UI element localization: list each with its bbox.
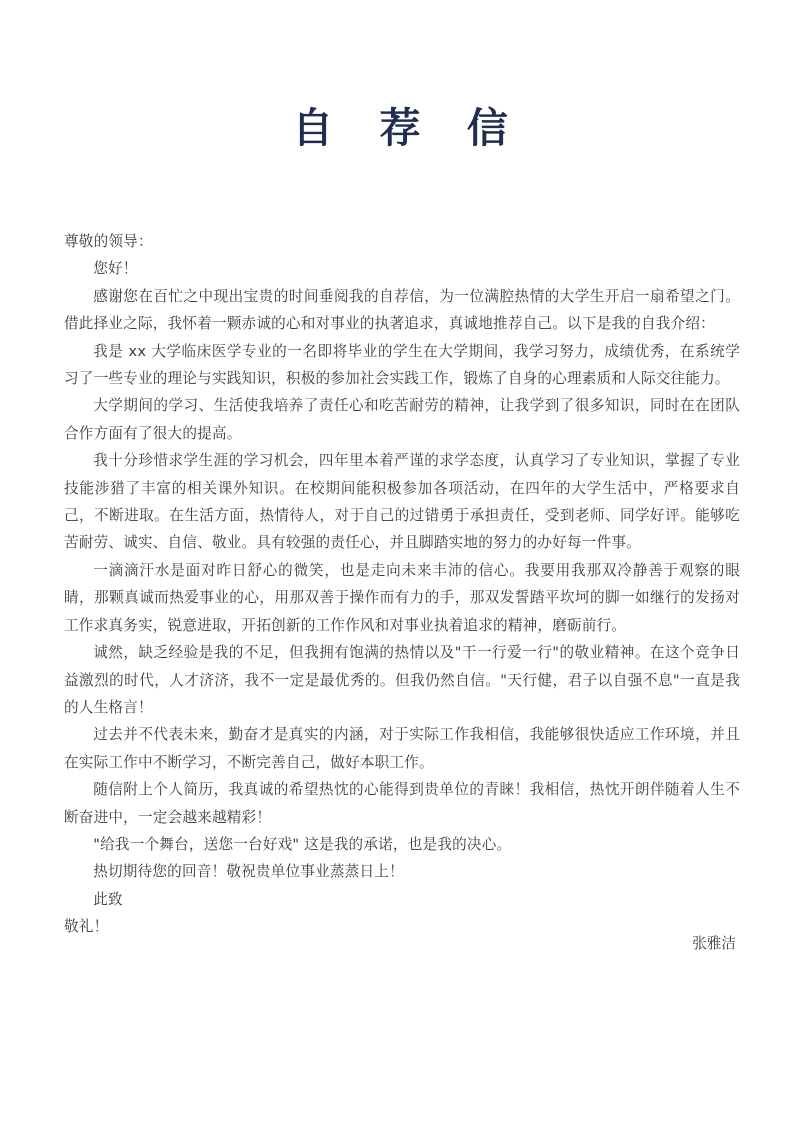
page-title: 自 荐 信: [292, 104, 524, 152]
paragraph-7: 过去并不代表未来，勤奋才是真实的内涵，对于实际工作我相信，我能够很快适应工作环境，并且在实际工作中不断学习，不断完善自己，做好本职工作。: [64, 726, 740, 771]
paragraph-3: 大学期间的学习、生活使我培养了责任心和吃苦耐劳的精神，让我学到了很多知识，同时在在团队合作方面有了很大的提高。: [64, 397, 740, 442]
paragraph-5: 一滴滴汗水是面对昨日舒心的微笑，也是走向未来丰沛的信心。我要用我那双冷静善于观察的眼睛，那颗真诚而热爱事业的心，用那双善于操作而有力的手，那双发誓踏平坎坷的脚一如继行的发扬对工作求真务实，锐意进取，开拓创新的工作作风和对事业执着追求的精神，磨砺前行。: [64, 561, 740, 634]
paragraph-9: "给我一个舞台，送您一台好戏" 这是我的承诺，也是我的决心。: [93, 835, 512, 853]
paragraph-10: 热切期待您的回音！敬祝贵单位事业蒸蒸日上！: [93, 863, 404, 881]
closing-jing-li: 敬礼！: [64, 918, 109, 936]
paragraph-1: 感谢您在百忙之中现出宝贵的时间垂阅我的自荐信，为一位满腔热情的大学生开启一扇希望之门。借此择业之际，我怀着一颗赤诚的心和对事业的执著追求，真诚地推荐自己。以下是我的自我介绍：: [64, 287, 740, 333]
paragraph-2: 我是 xx 大学临床医学专业的一名即将毕业的学生在大学期间，我学习努力，成绩优秀，在系统学习了一些专业的理论与实践知识，积极的参加社会实践工作，锻炼了自身的心理素质和人际交往能力。: [64, 342, 740, 388]
greeting: 您好！: [93, 260, 138, 278]
salutation: 尊敬的领导：: [64, 233, 153, 250]
paragraph-4: 我十分珍惜求学生涯的学习机会，四年里本着严谨的求学态度，认真学习了专业知识，掌握了专业技能涉猎了丰富的相关课外知识。在校期间能积极参加各项活动，在四年的大学生活中，严格要求自己，不断进取。在生活方面，热情待人，对于自己的过错勇于承担责任，受到老师、同学好评。能够吃苦耐劳、诚实、自信、敬业。具有较强的责任心，并且脚踏实地的努力的办好每一件事。: [64, 452, 740, 552]
closing-ci-zhi: 此致: [93, 890, 123, 908]
letter-body: [64, 228, 740, 941]
signature: 张雅洁: [692, 935, 736, 952]
paragraph-6: 诚然，缺乏经验是我的不足，但我拥有饱满的热情以及"干一行爱一行"的敬业精神。在这个竞争日益激烈的时代，人才济济，我不一定是最优秀的。但我仍然自信。"天行健，君子以自强不息"一直是我的人生格言！: [64, 644, 740, 716]
paragraph-8: 随信附上个人简历，我真诚的希望热忱的心能得到贵单位的青睐！我相信，热忱开朗伴随着人生不断奋进中，一定会越来越精彩！: [64, 781, 740, 826]
